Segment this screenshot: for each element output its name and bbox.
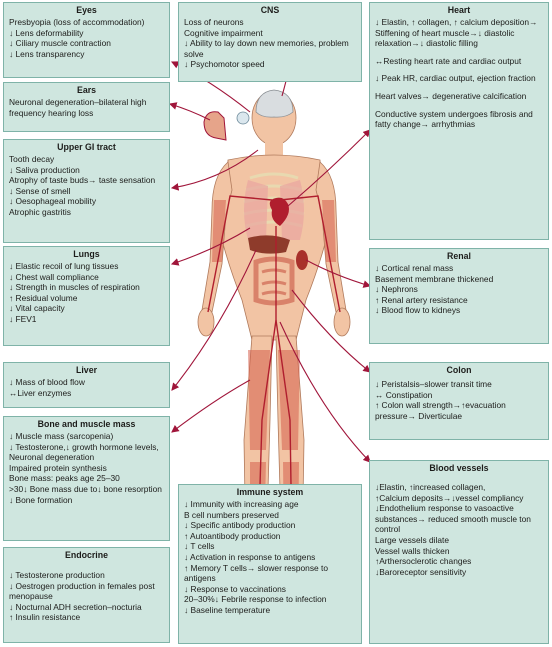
box-renal-title: Renal (447, 251, 471, 261)
box-heart-line: ↓ Elastin, ↑ collagen, ↑ calcium deposition→ Stiffening of heart muscle→↓ diastolic relaxation→↓ diastolic filling (375, 17, 538, 49)
box-upper-gi-title: Upper GI tract (57, 142, 116, 152)
box-cns-line: ↓ Psychomotor speed (184, 59, 265, 70)
box-blood-vessels-line: ↑Calcium deposits→↓vessel compliancy (375, 492, 524, 503)
box-eyes-title: Eyes (76, 5, 97, 15)
box-lungs-line: ↓ Elastic recoil of lung tissues (9, 261, 119, 271)
box-cns-line: Cognitive impairment (184, 27, 263, 38)
box-colon-title: Colon (446, 365, 472, 375)
box-heart-spacer (375, 102, 543, 109)
box-blood-vessels-line: Vessel walls thicken (375, 545, 450, 556)
box-cns (178, 2, 362, 82)
brain-icon (256, 90, 293, 117)
box-upper-gi-line: ↓ Sense of smell (9, 185, 71, 196)
box-bone-muscle (3, 416, 170, 541)
box-renal-line: ↓ Nephrons (375, 284, 418, 295)
box-ears-title: Ears (76, 85, 97, 95)
box-immune-line: ↓ Specific antibody production (184, 520, 296, 531)
box-immune (178, 484, 362, 644)
box-blood-vessels-line: ↓Endothelium response to vasoactive substances→ reduced smooth muscle ton control (375, 503, 531, 535)
box-lungs-title: Lungs (73, 249, 100, 259)
box-immune-line: ↓ Immunity with increasing age (184, 499, 299, 509)
box-blood-vessels-line: ↑Arthersoclerotic changes (375, 556, 472, 567)
box-immune-line: ↑ Autoantibody production (184, 530, 281, 541)
box-renal-line: ↑ Renal artery resistance (375, 294, 468, 305)
box-eyes-line: ↓ Lens transparency (9, 48, 85, 59)
box-liver-line: ↔Liver enzymes (9, 387, 72, 398)
liver-icon (248, 235, 290, 253)
box-endocrine-line: ↑ Insulin resistance (9, 612, 81, 623)
box-lungs-line: ↓ Vital capacity (9, 303, 65, 314)
box-liver (3, 362, 170, 408)
box-cns-line: ↓ Ability to lay down new memories, problem solve (184, 38, 349, 59)
box-immune-line: ↓ T cells (184, 541, 215, 552)
box-colon-line: ↓ Peristalsis–slower transit time (375, 379, 492, 389)
box-upper-gi-line: Atrophy of taste buds→ taste sensation (9, 175, 156, 186)
box-endocrine-line: ↓ Testosterone production (9, 570, 105, 580)
box-eyes-line: ↓ Lens deformability (9, 27, 84, 38)
box-upper-gi-line: ↓ Saliva production (9, 164, 80, 175)
arrow-ears (170, 104, 210, 120)
arrow-bone-muscle (172, 380, 250, 432)
box-heart (369, 2, 549, 240)
box-endocrine-line: ↓ Oestrogen production in females post menopause (9, 580, 155, 602)
box-bone-muscle-line: ↓ Testosterone,↓ growth hormone levels, Neuronal degeneration (9, 441, 159, 463)
box-blood-vessels-title: Blood vessels (429, 463, 489, 473)
box-immune-line: ↑ Memory T cells→ slower response to antigens (184, 562, 328, 584)
box-lungs (3, 246, 170, 346)
box-lungs-line: ↓ Strength in muscles of respiration (9, 282, 140, 293)
box-renal-line: ↓ Blood flow to kidneys (375, 305, 461, 316)
box-upper-gi-line: Tooth decay (9, 154, 55, 164)
box-blood-vessels-line: ↓Elastin, ↑increased collagen, (375, 482, 486, 492)
box-immune-line: 20–30%↓ Febrile response to infection (184, 594, 327, 605)
ear-icon (204, 112, 226, 140)
box-immune-line: ↓ Response to vaccinations (184, 583, 286, 594)
box-lungs-line: ↓ Chest wall compliance (9, 271, 99, 282)
box-immune-line: B cell numbers preserved (184, 509, 279, 520)
box-eyes (3, 2, 170, 78)
box-liver-line: ↓ Mass of blood flow (9, 377, 85, 387)
box-upper-gi-line: ↓ Oesophageal mobility (9, 196, 97, 207)
box-bone-muscle-line: ↓ Muscle mass (sarcopenia) (9, 431, 114, 441)
box-endocrine-line: ↓ Nocturnal ADH secretion–nocturia (9, 601, 142, 612)
box-liver-title: Liver (75, 365, 98, 375)
box-blood-vessels-line: Large vessels dilate (375, 534, 450, 545)
box-ears-line: Neuronal degeneration–bilateral high frequency hearing loss (9, 97, 147, 118)
box-colon-line: ↔ Constipation (375, 389, 433, 400)
box-bone-muscle-line: >30↓ Bone mass due to↓ bone resorption ↓ Bone formation (9, 483, 162, 505)
box-heart-title: Heart (447, 5, 471, 15)
box-bone-muscle-line: Bone mass: peaks age 25–30 (9, 473, 120, 484)
box-heart-line: ↔Resting heart rate and cardiac output (375, 55, 522, 66)
box-immune-line: ↓ Activation in response to antigens (184, 551, 316, 562)
box-lungs-line: ↓ FEV1 (9, 313, 37, 324)
box-renal-line: Basement membrane thickened (375, 273, 494, 284)
box-cns-line: Loss of neurons (184, 17, 244, 27)
box-heart-line: Heart valves→ degenerative calcification (375, 90, 527, 101)
box-renal-line: ↓ Cortical renal mass (375, 263, 454, 273)
box-endocrine (3, 547, 170, 643)
box-heart-line: Conductive system undergoes fibrosis and fatty change→ arrhythmias (375, 108, 533, 130)
box-bone-muscle-title: Bone and muscle mass (37, 419, 136, 429)
box-eyes-line: ↓ Ciliary muscle contraction (9, 38, 111, 49)
box-immune-title: Immune system (236, 487, 304, 497)
box-colon (369, 362, 549, 440)
box-heart-spacer (375, 84, 543, 91)
box-lungs-line: ↑ Residual volume (9, 292, 78, 303)
box-immune-line: ↓ Baseline temperature (184, 604, 271, 615)
box-heart-line: ↓ Peak HR, cardiac output, ejection fraction (375, 73, 536, 84)
box-renal (369, 248, 549, 344)
box-blood-vessels-line: ↓Baroreceptor sensitivity (375, 566, 467, 577)
box-ears (3, 82, 170, 132)
box-colon-line: ↑ Colon wall strength→↑evacuation pressure→ Diverticulae (375, 400, 506, 421)
eye-icon (237, 112, 249, 124)
box-bone-muscle-line: Impaired protein synthesis (9, 462, 107, 473)
box-endocrine-title: Endocrine (64, 550, 108, 560)
box-heart-spacer (375, 49, 543, 56)
box-upper-gi-line: Atrophic gastritis (9, 206, 71, 217)
box-upper-gi (3, 139, 170, 243)
box-eyes-line: Presbyopia (loss of accommodation) (9, 17, 145, 27)
box-heart-spacer (375, 66, 543, 73)
box-cns-title: CNS (260, 5, 280, 15)
box-blood-vessels (369, 460, 549, 644)
